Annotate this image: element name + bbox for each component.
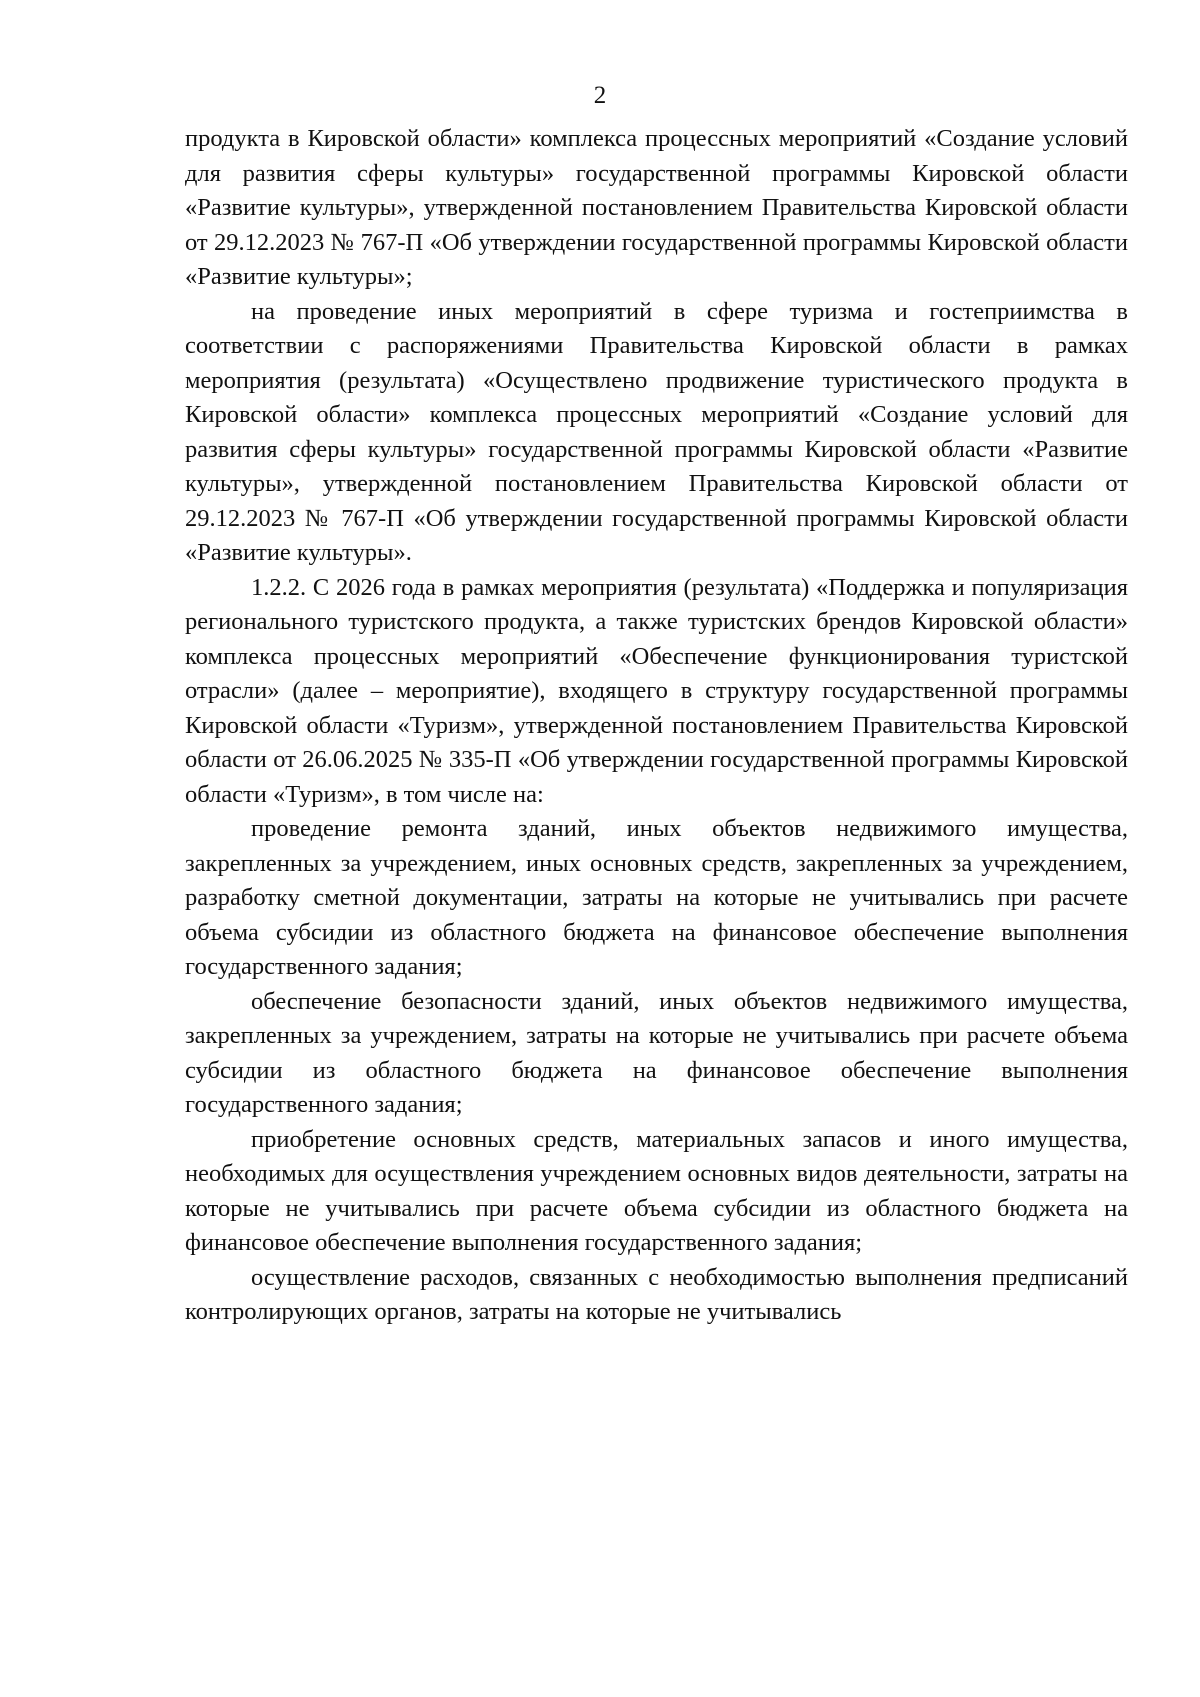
- document-body: [185, 122, 1128, 1330]
- paragraph: проведение ремонта зданий, иных объектов недвижимого имущества, закрепленных за учреждением, иных основных средств, закрепленных за учреждением, разработку сметной документации, затраты на которые не учитывались при расчете объема субсидии из областного бюджета на финансовое обеспечение выполнения государственного задания;: [185, 815, 1128, 980]
- paragraph: 1.2.2. С 2026 года в рамках мероприятия (результата) «Поддержка и популяризация регионального туристского продукта, а также туристских брендов Кировской области» комплекса процессных мероприятий «Обеспечение функционирования туристской отрасли» (далее – мероприятие), входящего в структуру государственной программы Кировской области «Туризм», утвержденной постановлением Правительства Кировской области от 26.06.2025 № 335-П «Об утверждении государственной программы Кировской области «Туризм», в том числе на:: [185, 573, 1128, 808]
- paragraph: продукта в Кировской области» комплекса процессных мероприятий «Создание условий для развития сферы культуры» государственной программы Кировской области «Развитие культуры», утвержденной постановлением Правительства Кировской области от 29.12.2023 № 767-П «Об утверждении государственной программы Кировской области «Развитие культуры»;: [185, 125, 1128, 290]
- paragraph: приобретение основных средств, материальных запасов и иного имущества, необходимых для осуществления учреждением основных видов деятельности, затраты на которые не учитывались при расчете объема субсидии из областного бюджета на финансовое обеспечение выполнения государственного задания;: [185, 1125, 1128, 1256]
- paragraph: осуществление расходов, связанных с необходимостью выполнения предписаний контролирующих органов, затраты на которые не учитывались: [185, 1263, 1128, 1325]
- paragraph: обеспечение безопасности зданий, иных объектов недвижимого имущества, закрепленных за учреждением, затраты на которые не учитывались при расчете объема субсидии из областного бюджета на финансовое обеспечение выполнения государственного задания;: [185, 987, 1128, 1118]
- paragraph: на проведение иных мероприятий в сфере туризма и гостеприимства в соответствии с распоряжениями Правительства Кировской области в рамках мероприятия (результата) «Осуществлено продвижение туристического продукта в Кировской области» комплекса процессных мероприятий «Создание условий для развития сферы культуры» государственной программы Кировской области «Развитие культуры», утвержденной постановлением Правительства Кировской области от 29.12.2023 № 767-П «Об утверждении государственной программы Кировской области «Развитие культуры».: [185, 297, 1128, 566]
- page-number: 2: [593, 82, 607, 109]
